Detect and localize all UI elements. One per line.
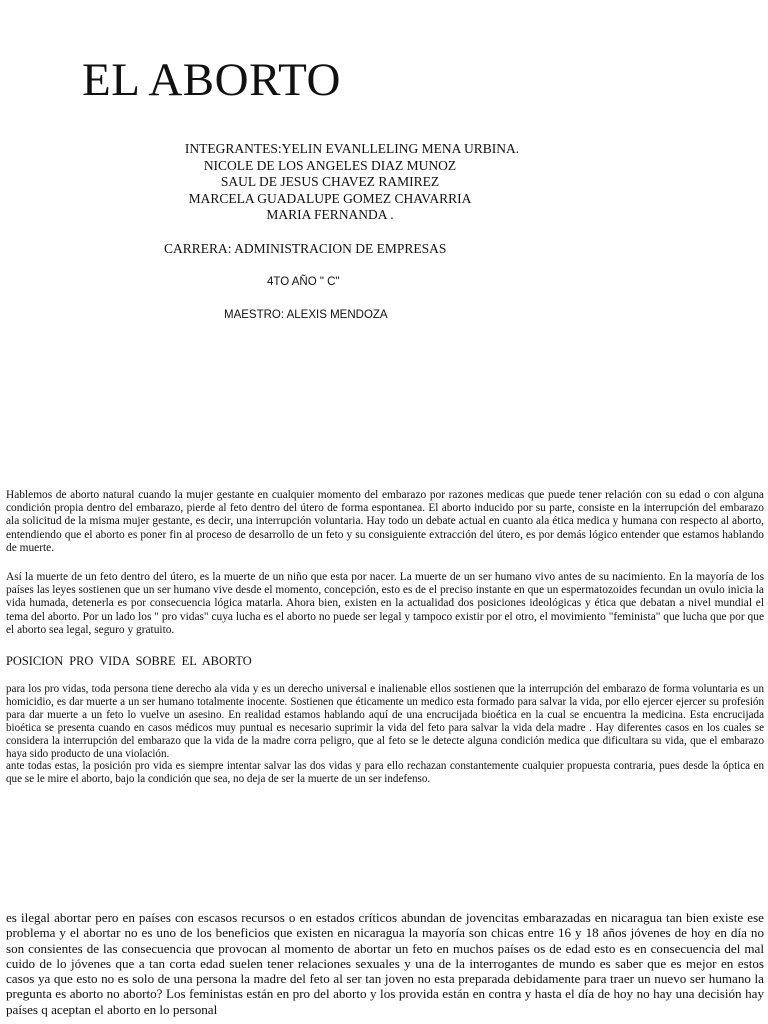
- member-line: NICOLE DE LOS ANGELES DIAZ MUNOZ: [203, 157, 457, 173]
- body-paragraph: [6, 489, 764, 555]
- teacher-line: MAESTRO: ALEXIS MENDOZA: [224, 309, 388, 321]
- body-paragraph: [6, 683, 764, 786]
- member-line: INTEGRANTES:YELIN EVANLLELING MENA URBINA.: [184, 141, 520, 156]
- members-list: [110, 141, 550, 224]
- body-paragraph: [6, 571, 764, 637]
- paragraph-text: Hablemos de aborto natural cuando la mujer gestante en cualquier momento del embarazo por razones medicas que puede tener relación con su edad o con alguna condición propia dentro del embarazo, pierde al feto dentro del útero de forma espontanea. El aborto inducido por su parte, consiste en la interrupción del embarazo ala solicitud de la misma mujer gestante, es decir, una interrupción voluntaria. Hay todo un debate actual en cuanto ala ética medica y humana con respecto al aborto, entendiendo que el aborto es poner fin al proceso de desarrollo de un feto y su consiguiente extracción del útero, es por demás lógico entender que estamos hablando de muerte.: [6, 489, 764, 554]
- body-paragraph: [6, 910, 764, 1017]
- paragraph-text: es ilegal abortar pero en países con escasos recursos o en estados críticos abundan de jovencitas embarazadas en nicaragua tan bien existe ese problema y el abortar no es uno de los beneficios que existen en nicaragua la mayoría son chicas entre 16 y 18 años jóvenes de hoy en día no son consientes de las consecuencia que provocan al momento de abortar un feto en muchos países os de edad esto es en consecuencia del mal cuido de lo jóvenes que a tan corta edad suelen tener relaciones sexuales y una de la interrogantes de mundo es saber que es mejor en estos casos ya que esto no es solo de una persona la madre del feto al ser tan joven no esta preparada debidamente para traer un nuevo ser humano la pregunta es aborto no aborto? Los feministas están en pro del aborto y los provida están en contra y hasta el día de hoy no hay una decisión hay países q aceptan el aborto en lo personal: [6, 910, 764, 1017]
- member-line: SAUL DE JESUS CHAVEZ RAMIREZ: [220, 174, 440, 190]
- document-title: EL ABORTO: [82, 54, 341, 106]
- member-line: MARIA FERNANDA .: [266, 207, 394, 223]
- paragraph-text: Así la muerte de un feto dentro del útero, es la muerte de un niño que esta por nacer. La muerte de un ser humano vivo antes de su nacimiento. En la mayoría de los países las leyes sostienen que un ser humano vive desde el momento, concepción, esto es de el preciso instante en que un espermatozoides fecundan un ovulo inicia la vida humada, detenerla es por consecuencia lógica matarla. Ahora bien, existen en la actualidad dos posiciones ideológicas y ética que debatan a nivel mundial el tema del aborto. Por un lado los " pro vidas" cuya lucha es el aborto no puede ser legal y tampoco existir por el otro, el movimiento "feminista" que lucha que por que el aborto sea legal, seguro y gratuito.: [6, 571, 764, 636]
- year-line: 4TO AÑO " C": [267, 276, 340, 288]
- paragraph-text: ante todas estas, la posición pro vida es siempre intentar salvar las dos vidas y para ello rechazan constantemente cualquier propuesta contraria, pues desde la óptica en que se le mire el aborto, bajo la condición que sea, no deja de ser la muerte de un ser indefenso.: [6, 760, 764, 786]
- paragraph-text: para los pro vidas, toda persona tiene derecho ala vida y es un derecho universal e inalienable ellos sostienen que la interrupción del embarazo de forma voluntaria es un homicidio, es dar muerte a un ser humano totalmente inocente. Sostienen que éticamente un medico esta formado para salvar la vida, por ello ejercer ejercer su profesión para dar muerte a un feto lo vuelve un asesino. En realidad estamos hablando aquí de una encrucijada bioética en la cual se encuentra la medicina. Esta encrucijada bioética se presenta cuando en casos médicos muy puntual es necesario suprimir la vida del feto para salvar la vida dela madre . Hay diferentes casos en los cuales se considera la interrupción del embarazo que la vida de la madre corra peligro, que al feto se le detecte alguna condición medica que dificultara su vida, que el embarazo haya sido producto de una violación.: [6, 683, 764, 760]
- member-line: MARCELA GUADALUPE GOMEZ CHAVARRIA: [188, 190, 472, 206]
- section-heading: POSICION PRO VIDA SOBRE EL ABORTO: [6, 654, 252, 668]
- career-line: CARRERA: ADMINISTRACION DE EMPRESAS: [164, 241, 447, 256]
